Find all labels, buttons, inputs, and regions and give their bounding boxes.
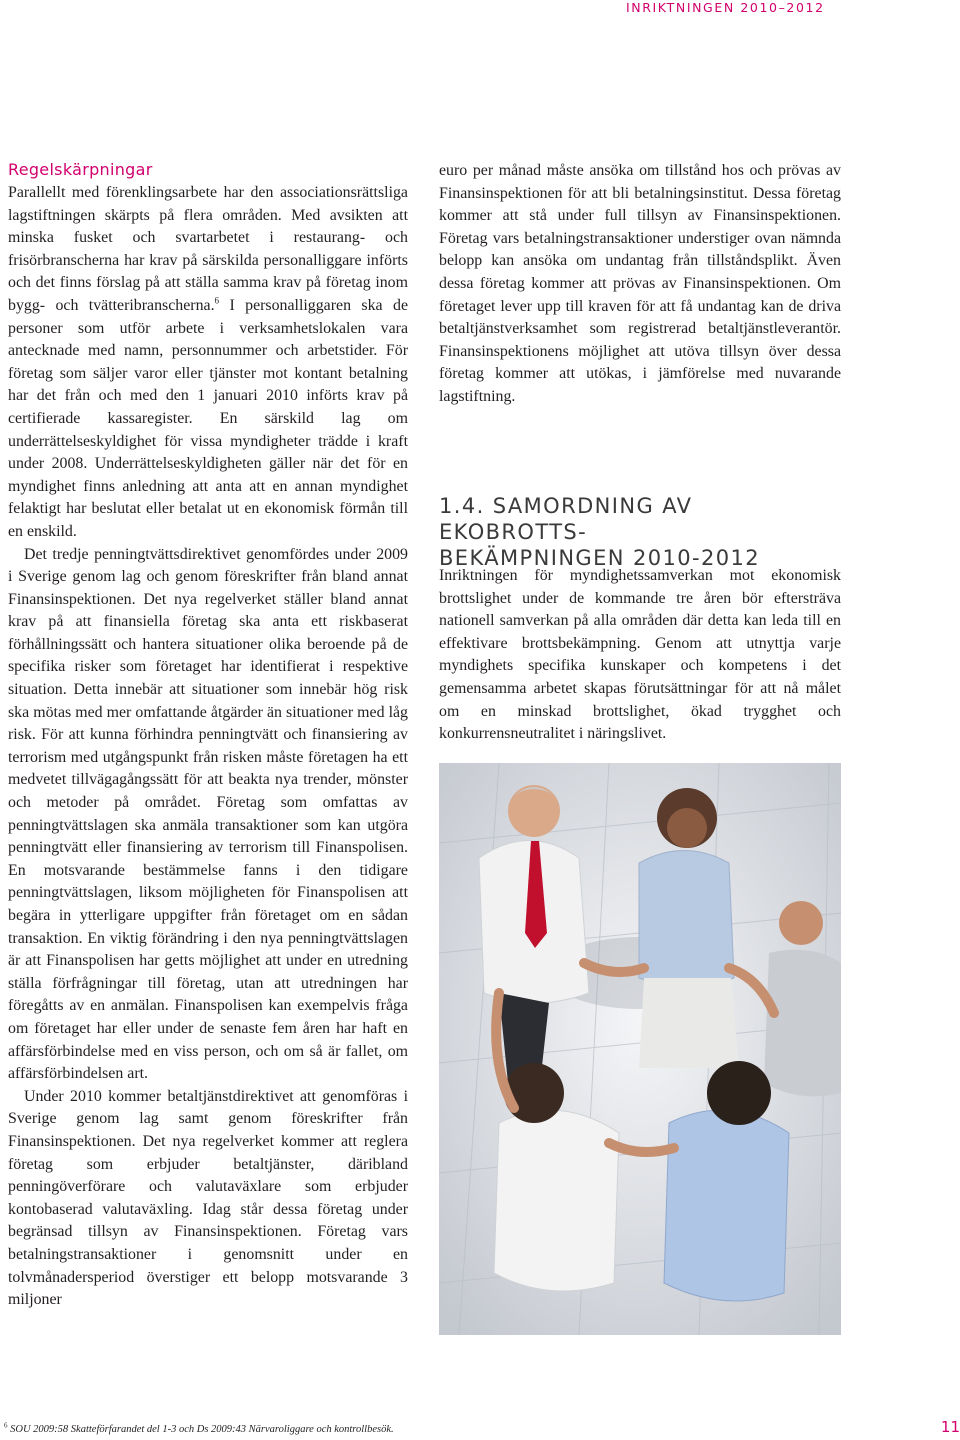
paragraph: Under 2010 kommer betaltjänstdirektivet att genomföras i Sverige genom lag samt genom föreskrifter från Finansinspektionen. Det nya regelverket kommer att reglera företag som erbjuder betaltjänster, däribland penningöverförare och valutaväxlare som erbjuder kontobaserad valutaväxling. Idag står dessa företag under begränsad tillsyn av Finansinspektionen. Företag vars betalningstransaktioner i genomsnitt under en tolvmånadersperiod överstiger ett belopp motsvarande 3 miljoner <box>8 1087 408 1309</box>
footnote-text: SOU 2009:58 Skatteförfarandet del 1-3 och Ds 2009:43 Närvaroliggare och kontrollbesök. <box>7 1424 394 1435</box>
section-title-line: 1.4. SAMORDNING AV EKOBROTTS- <box>439 494 693 544</box>
section-title <box>439 493 839 571</box>
paragraph: euro per månad måste ansöka om tillstånd hos och prövas av Finansinspektionen för att bli betalningsinstitut. Dessa företag kommer att stå under full tillsyn av Finansinspektionen. Företag vars betalningstransaktioner understiger ovan nämnda belopp kan ansöka om undantag från tillståndsplikt. Även dessa företag kommer att prövas av Finansinspektionen. Om företaget lever upp till kraven för att få undantag kan de driva betaltjänstverksamhet som registrerad betaltjänstleverantör. Finansinspektionens möjlighet att utöva tillsyn över dessa företag kommer att utökas, i jämförelse med nuvarande lagstiftning. <box>439 162 841 405</box>
photo-illustration <box>439 763 841 1335</box>
footnote <box>4 1423 704 1437</box>
footnote-number: 6 <box>4 1421 8 1430</box>
paragraph: Inriktningen för myndighetssamverkan mot ekonomisk brottslighet under de kommande tre åren bör eftersträva nationell samverkan på alla områden där detta kan leda till en effektivare brottsbekämpning. Genom att utnyttja varje myndighets specifika kunskaper och kompetens i det gemensamma arbetet skapas förutsättningar för att nå målet om en minskad brottslighet, ökad trygghet och konkurrensneutralitet i näringslivet. <box>439 567 841 743</box>
section-title-line: BEKÄMPNINGEN 2010-2012 <box>439 546 761 570</box>
paragraph-text: Parallellt med förenklingsarbete har den associationsrättsliga lagstiftningen skärpts på flera områden. Med avsikten att minska fusket och svartarbetet i restaurang- och frisörbranscherna har krav på särskilda personalliggare införts och det finns förslag på att ställa samma krav på företag inom bygg- och tvätteribranscherna. <box>8 184 408 314</box>
left-column <box>8 160 408 1312</box>
right-column <box>439 160 841 409</box>
paragraph: Det tredje penningtvättsdirektivet genomfördes under 2009 i Sverige genom lag och genom föreskrifter från bland annat Finansinspektionen. Det nya regelverket ställer bland annat krav på att finansiella företag ska anta ett riskbaserat förhållningssätt och hantera situationer olika beroende på de specifika risker som företaget har identifierat i respektive situation. Detta innebär att situationer som innebär hög risk ska mötas med mer omfattande åtgärder än situationer med låg risk. För att kunna förhindra penningtvätt och finansiering av terrorism med utgångspunkt från risken måste företagen ha ett medvetet tillvägagångssätt för att beakta nya trender, mönster och metoder på området. Företag som omfattas av penningtvättslagen ska anmäla transaktioner som kan utgöra penningtvätt eller finansiering av terrorism till Finanspolisen. En motsvarande bestämmelse fanns i den tidigare penningtvättslagen, liksom möjligheten för Finanspolisen att begära in ytterligare uppgifter från företaget om en sådan transaktion. En viktig förändring i den nya penningtvättslagen är att Finanspolisen har getts möjlighet att under en utredning ställa förfrågningar till företag, utan att utredningen har föregåtts av en anmälan. Finanspolisen kan exempelvis fråga om företaget har eller under de senaste fem åren har haft en affärsförbindelse med en viss person, och om så är fallet, om affärsförbindelsen art. <box>8 545 408 1083</box>
footnote-ref: 6 <box>214 295 220 306</box>
page-number: 11 <box>940 1418 960 1436</box>
paragraph <box>8 182 408 544</box>
paragraph-text: I personalliggaren ska de personer som utför arbete i verksamhetslokalen vara antecknade med namn, personnummer och arbetstider. För företag som säljer varor eller tjänster mot kontant betalning har det från och med den 1 januari 2010 införts krav på certifierade kassaregister. En särskild lag om underrättelseskyldighet för vissa myndigheter trädde i kraft under 2008. Underrättelseskyldigheten gäller när det för en myndighet finns anledning att anta att en annan myndighet felaktigt har beslutat eller betalat ut en ekonomisk förmån till en enskild. <box>8 296 408 540</box>
running-head: INRIKTNINGEN 2010–2012 <box>626 0 825 15</box>
section-heading: Regelskärpningar <box>8 160 153 179</box>
photo-people-circle <box>439 763 841 1335</box>
right-column-lower <box>439 565 841 746</box>
